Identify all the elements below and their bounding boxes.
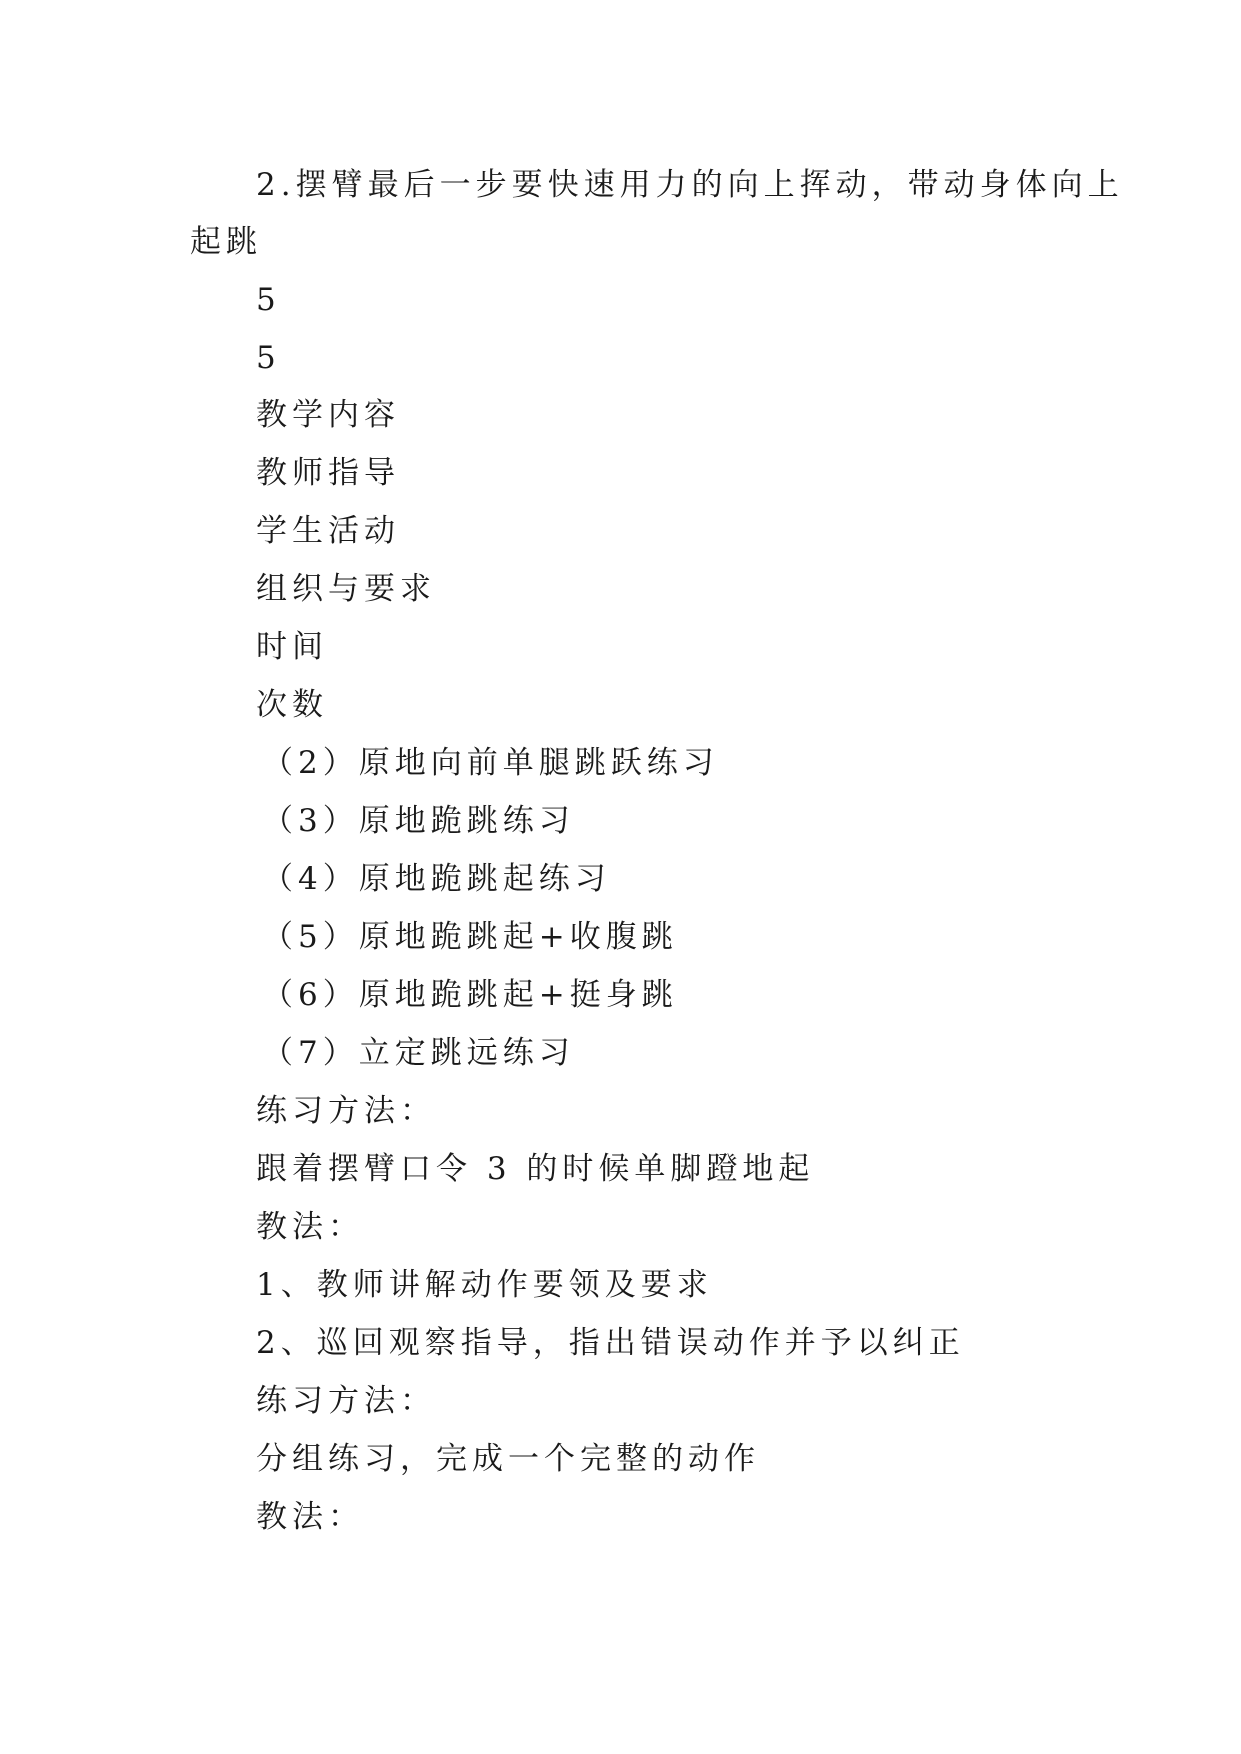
paragraph-line: 练习方法： xyxy=(256,1093,436,1129)
paragraph-line: 2.摆臂最后一步要快速用力的向上挥动，带动身体向上 xyxy=(256,167,1124,203)
paragraph-line: （3）原地跪跳练习 xyxy=(262,803,575,839)
paragraph-line: （4）原地跪跳起练习 xyxy=(262,861,611,897)
paragraph-line: （6）原地跪跳起+挺身跳 xyxy=(262,977,678,1013)
paragraph-line: 学生活动 xyxy=(256,513,400,549)
paragraph-line: 次数 xyxy=(256,687,328,723)
paragraph-line: 分组练习，完成一个完整的动作 xyxy=(256,1441,760,1477)
paragraph-line: 时间 xyxy=(256,629,328,665)
paragraph-line: （2）原地向前单腿跳跃练习 xyxy=(262,745,719,781)
paragraph-line: 练习方法： xyxy=(256,1383,436,1419)
paragraph-line: 教法： xyxy=(256,1209,364,1245)
paragraph-line: 组织与要求 xyxy=(256,571,436,607)
paragraph-line: （7）立定跳远练习 xyxy=(262,1035,575,1071)
paragraph-line: 5 xyxy=(256,340,281,376)
paragraph-line: 跟着摆臂口令 3 的时候单脚蹬地起 xyxy=(256,1151,815,1187)
paragraph-line: 教师指导 xyxy=(256,455,400,491)
paragraph-line: 教学内容 xyxy=(256,397,400,433)
paragraph-line: 1、教师讲解动作要领及要求 xyxy=(256,1267,713,1303)
paragraph-line: 起跳 xyxy=(190,224,262,260)
paragraph-line: 2、巡回观察指导，指出错误动作并予以纠正 xyxy=(256,1325,965,1361)
paragraph-line: （5）原地跪跳起+收腹跳 xyxy=(262,919,678,955)
paragraph-line: 5 xyxy=(256,282,281,318)
paragraph-line: 教法： xyxy=(256,1499,364,1535)
